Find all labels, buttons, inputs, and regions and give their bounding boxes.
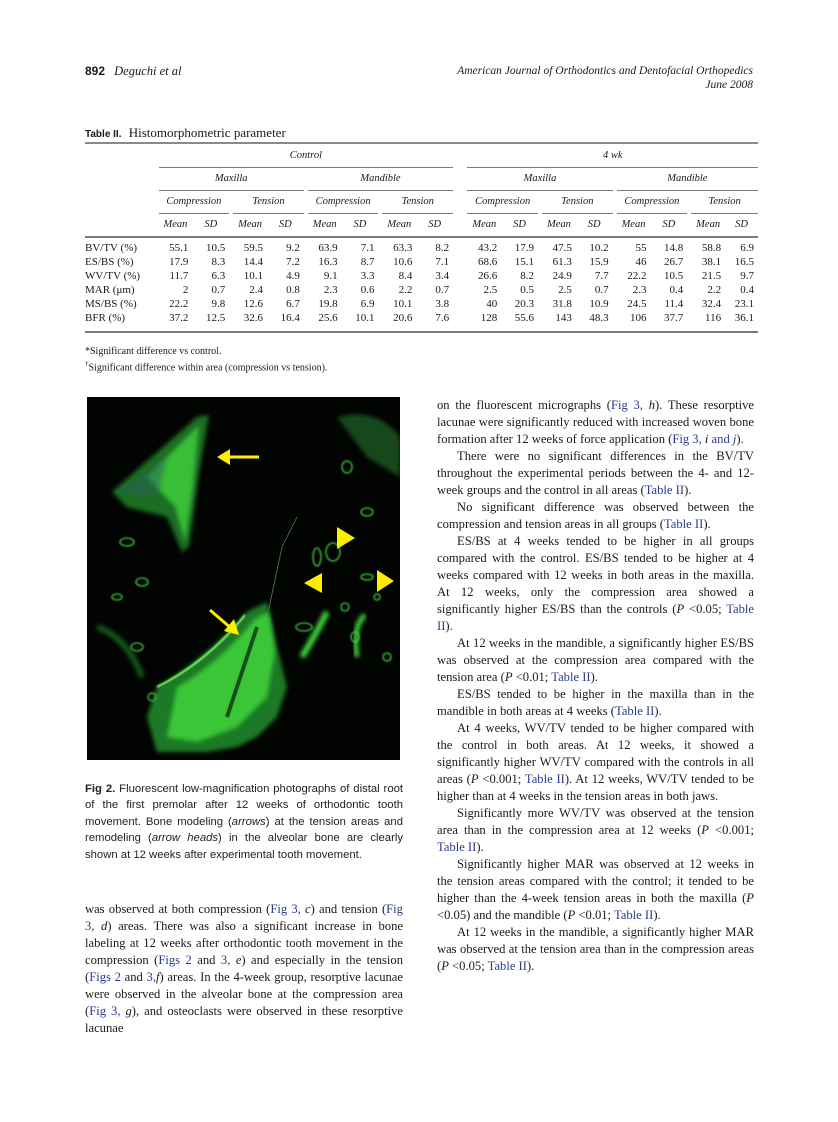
table-cell: 37.2	[169, 312, 189, 324]
caption-emphasis: arrows	[231, 815, 266, 828]
table-cell: 16.4	[280, 312, 300, 324]
group-header-control: Control	[159, 144, 454, 167]
table-cell: 55.1	[169, 242, 189, 254]
table-cell: 10.6	[393, 256, 413, 268]
table-cell: 58.8	[701, 242, 722, 254]
stat-header-sd: SD	[353, 219, 367, 231]
table-link[interactable]: Table II	[615, 704, 655, 718]
area-header: Compression	[159, 190, 230, 213]
figure-link[interactable]: Fig 3,	[610, 398, 643, 412]
body-text-left	[85, 901, 403, 1037]
table-cell: 26.7	[664, 256, 684, 268]
table-cell: 0.7	[594, 284, 609, 296]
text: <0.001;	[478, 772, 525, 786]
panel-letter: d	[101, 919, 108, 933]
table-cell: 7.6	[435, 312, 450, 324]
figure-link[interactable]: Fig 3,	[270, 902, 301, 916]
figure-link[interactable]: Fig 3,	[85, 902, 403, 933]
table-cell: 36.1	[734, 312, 754, 324]
footnote-text: Significant difference within area (compression vs tension).	[88, 362, 328, 374]
issue-date: June 2008	[705, 79, 753, 91]
text: ).	[590, 670, 598, 684]
table-cell: 12.5	[205, 312, 226, 324]
panel-letter: c	[305, 902, 311, 916]
stat-header-mean: Mean	[621, 219, 646, 231]
paragraph	[437, 635, 754, 686]
footnote-text: Significant difference vs control.	[90, 346, 222, 357]
text: ) areas. There was also a significant increase in bone labeling at 12 weeks after orthodontic tooth movement in the compression (	[85, 919, 403, 967]
text: ) and especially in the tension (	[85, 953, 403, 984]
table-cell: 32.6	[243, 312, 264, 324]
table-cell: 6.9	[740, 242, 754, 254]
jaw-header-row	[85, 167, 758, 190]
text: ). These resorptive lacunae were significantly reduced with increased woven bone formation after 12 weeks of force application (	[437, 398, 754, 446]
table-cell: 3.4	[435, 270, 450, 282]
jaw-header: Mandible	[308, 167, 453, 190]
table-cell: 48.3	[589, 312, 609, 324]
table-caption	[85, 125, 286, 141]
table-cell: 46	[635, 256, 647, 268]
table-cell: 11.7	[169, 270, 189, 282]
table-cell: 9.2	[286, 242, 300, 254]
p-value-symbol: P	[746, 891, 754, 905]
table-cell: 20.3	[514, 298, 534, 310]
text: <0.01;	[575, 908, 614, 922]
row-label: BFR (%)	[85, 312, 126, 324]
data-table	[85, 144, 758, 236]
jaw-header: Mandible	[617, 167, 758, 190]
table-link[interactable]: Table II	[487, 959, 527, 973]
figure-label: Fig 2.	[85, 783, 116, 795]
text: ) areas. In the 4-week group, resorptive lacunae were observed in the alveolar bone at the compression area (	[85, 970, 403, 1018]
table-cell: 143	[555, 312, 572, 324]
area-header-row	[85, 190, 758, 213]
table-cell: 8.3	[211, 256, 226, 268]
table-cell: 9.1	[323, 270, 338, 282]
footnote-mark: *	[85, 346, 90, 357]
table-link[interactable]: Table II	[437, 840, 477, 854]
p-value-symbol: P	[676, 602, 685, 616]
table-cell: 38.1	[701, 256, 722, 268]
table-cell: 0.4	[740, 284, 754, 296]
micrograph-image	[87, 397, 400, 760]
text: <0.05) and the mandible (	[437, 908, 568, 922]
table-cell: 14.4	[243, 256, 264, 268]
table-cell: 12.6	[243, 298, 264, 310]
table-link[interactable]: Table II	[551, 670, 591, 684]
footnote	[85, 345, 327, 358]
table-cell: 25.6	[318, 312, 338, 324]
table-cell: 0.6	[360, 284, 375, 296]
p-value-symbol: P	[701, 823, 709, 837]
stat-header-mean: Mean	[387, 219, 412, 231]
table-link[interactable]: Table II	[644, 483, 685, 497]
table-cell: 116	[705, 312, 722, 324]
p-value-symbol: P	[470, 772, 479, 786]
caption-text: ) in the alveolar bone are clearly shown at 12 weeks after experimental tooth movement.	[85, 832, 403, 861]
table-cell: 0.5	[520, 284, 534, 296]
table-cell: 0.7	[435, 284, 450, 296]
table-cell: 15.1	[514, 256, 534, 268]
table-cell: 7.1	[435, 256, 450, 268]
area-header: Compression	[467, 190, 538, 213]
panel-letter: i	[704, 432, 709, 446]
caption-text: Fluorescent low-magnification photographs of distal root of the first premolar after 12 weeks of orthodontic tooth movement. Bone modeling (	[85, 783, 404, 828]
figure-link[interactable]: 3,	[220, 953, 231, 967]
table-cell: 10.9	[589, 298, 609, 310]
table-cell: 2.4	[249, 284, 264, 296]
text: on the fluorescent micrographs (	[437, 398, 611, 412]
panel-letter: h	[648, 398, 655, 412]
table-cell: 10.5	[664, 270, 684, 282]
stat-header-sd: SD	[662, 219, 676, 231]
stat-header-mean: Mean	[163, 219, 188, 231]
table-cell: 10.1	[355, 312, 375, 324]
text: ).	[476, 840, 484, 854]
table-cell: 2.3	[323, 284, 338, 296]
row-label: WV/TV (%)	[85, 270, 141, 282]
panel-letter: g	[125, 1004, 132, 1018]
table-cell: 22.2	[627, 270, 647, 282]
text: At 12 weeks in the mandible, a significantly higher MAR was observed at the tension area than in the compression areas (	[437, 925, 754, 973]
text: ).	[526, 959, 535, 973]
caption-text: ) at the tension areas and remodeling (	[85, 815, 403, 845]
table-link[interactable]: Table II	[613, 908, 654, 922]
table-cell: 10.1	[243, 270, 264, 282]
table-cell: 63.9	[318, 242, 338, 254]
text: ).	[736, 432, 744, 446]
text: At 12 weeks in the mandible, a significantly higher ES/BS was observed at the compression area compared with the tension area (	[437, 636, 754, 684]
row-label: MS/BS (%)	[85, 298, 137, 310]
table-cell: 10.5	[205, 242, 226, 254]
author: Deguchi et al	[114, 64, 182, 78]
text: and	[120, 970, 147, 984]
fluorescent-micrograph	[87, 397, 400, 760]
table-label: Table II.	[85, 129, 122, 140]
paragraph	[437, 397, 754, 448]
table-cell: 17.9	[514, 242, 534, 254]
table-cell: 9.8	[211, 298, 226, 310]
text: ) and tension (	[310, 902, 387, 916]
paragraph	[437, 805, 754, 856]
figure-link[interactable]: Figs 2	[89, 970, 121, 984]
p-value-symbol: P	[504, 670, 513, 684]
figure-caption	[85, 781, 403, 863]
table-cell: 55.6	[514, 312, 534, 324]
table-cell: 31.8	[552, 298, 572, 310]
table-cell: 14.8	[664, 242, 684, 254]
table-bottom-rule	[85, 331, 758, 333]
table-cell: 4.9	[286, 270, 300, 282]
table-row	[85, 269, 758, 283]
table-cell: 32.4	[701, 298, 722, 310]
table-cell: 7.1	[360, 242, 375, 254]
text: <0.05;	[684, 602, 727, 616]
figure-link[interactable]: Fig 3,	[89, 1004, 121, 1018]
table-cell: 63.3	[393, 242, 413, 254]
table-cell: 61.3	[552, 256, 572, 268]
table-cell: 59.5	[243, 242, 264, 254]
table-cell: 8.4	[398, 270, 413, 282]
stat-header-mean: Mean	[472, 219, 497, 231]
stat-header-sd: SD	[587, 219, 601, 231]
histomorphometric-table	[85, 142, 758, 333]
table-cell: 0.7	[211, 284, 226, 296]
text: and	[191, 953, 221, 967]
table-cell: 8.2	[520, 270, 534, 282]
text: was observed at both compression (	[85, 902, 271, 916]
table-cell: 6.3	[211, 270, 226, 282]
table-title: Histomorphometric parameter	[128, 125, 286, 140]
running-head-right	[457, 64, 753, 92]
text: ).	[684, 483, 692, 497]
figure-link[interactable]: 3,	[146, 970, 156, 984]
table-cell: 7.7	[594, 270, 609, 282]
jaw-header: Maxilla	[467, 167, 612, 190]
paragraph	[437, 686, 754, 720]
figure-link[interactable]: Figs 2	[158, 953, 192, 967]
panel-letter: f	[156, 970, 160, 984]
text: ). At 12 weeks, WV/TV tended to be higher than at 4 weeks in the tension areas in both jaws.	[437, 772, 754, 803]
stat-header-mean: Mean	[238, 219, 263, 231]
table-cell: 24.5	[627, 298, 647, 310]
area-header: Tension	[691, 190, 758, 213]
text: and	[708, 432, 733, 446]
table-cell: 3.8	[435, 298, 450, 310]
table-cell: 47.5	[552, 242, 572, 254]
table-cell: 2.5	[558, 284, 572, 296]
table-header-rule	[85, 236, 758, 238]
table-cell: 10.1	[393, 298, 413, 310]
text: There were no significant differences in the BV/TV throughout the experimental periods between the 4- and 12-week groups and the control in all areas (	[437, 449, 754, 497]
text: ).	[445, 619, 453, 633]
table-cell: 2.2	[707, 284, 722, 296]
panel-letter: e	[235, 953, 242, 967]
footnote-mark: †	[85, 360, 89, 368]
table-cell: 37.7	[664, 312, 684, 324]
caption-emphasis: arrow heads	[151, 832, 219, 845]
table-row	[85, 283, 758, 297]
table-cell: 10.2	[589, 242, 609, 254]
area-header: Tension	[382, 190, 453, 213]
table-cell: 22.2	[169, 298, 189, 310]
table-cell: 8.2	[435, 242, 450, 254]
panel-letter: j	[732, 432, 737, 446]
table-cell: 23.1	[734, 298, 754, 310]
table-row	[85, 255, 758, 269]
text: Significantly higher MAR was observed at 12 weeks in the tension areas compared with the control; it tended to be higher than the 4-week tension areas in both the maxilla (	[437, 857, 754, 905]
table-cell: 7.2	[286, 256, 300, 268]
area-header: Tension	[542, 190, 613, 213]
table-cell: 40	[486, 298, 498, 310]
table-cell: 16.5	[734, 256, 754, 268]
table-cell: 11.4	[664, 298, 684, 310]
text: <0.05;	[448, 959, 488, 973]
paragraph	[437, 720, 754, 805]
area-header: Tension	[233, 190, 304, 213]
table-cell: 6.9	[360, 298, 375, 310]
table-row	[85, 241, 758, 255]
table-cell: 106	[629, 312, 647, 324]
table-cell: 6.7	[286, 298, 300, 310]
table-link[interactable]: Table II	[524, 772, 565, 786]
table-cell: 68.6	[477, 256, 498, 268]
text: ), and osteoclasts were observed in these resorptive lacunae	[85, 1004, 403, 1035]
paragraph	[437, 924, 754, 975]
jaw-header: Maxilla	[159, 167, 304, 190]
table-cell: 17.9	[169, 256, 189, 268]
table-cell: 19.8	[318, 298, 338, 310]
group-header-4wk: 4 wk	[467, 144, 758, 167]
text: <0.01;	[512, 670, 552, 684]
table-cell: 2.2	[398, 284, 413, 296]
paragraph	[437, 448, 754, 499]
p-value-symbol: P	[441, 959, 449, 973]
table-row	[85, 297, 758, 311]
paragraph	[437, 856, 754, 924]
table-cell: 2	[182, 284, 189, 296]
stat-header-sd: SD	[278, 219, 292, 231]
table-cell: 15.9	[589, 256, 609, 268]
paragraph	[437, 499, 754, 533]
page-number: 892	[85, 64, 106, 78]
table-cell: 20.6	[393, 312, 413, 324]
figure-link[interactable]: Fig 3,	[672, 432, 702, 446]
table-cell: 16.3	[318, 256, 338, 268]
table-row	[85, 311, 758, 325]
text: Significantly more WV/TV was observed at the tension area than in the compression area at 12 weeks (	[437, 806, 754, 837]
stat-header-mean: Mean	[696, 219, 721, 231]
text: ).	[703, 517, 711, 531]
p-value-symbol: P	[567, 908, 576, 922]
stat-header-mean: Mean	[312, 219, 337, 231]
stat-header-row	[85, 213, 758, 236]
table-cell: 2.5	[483, 284, 498, 296]
table-cell: 43.2	[477, 242, 498, 254]
table-cell: 21.5	[701, 270, 722, 282]
table-footnotes	[85, 345, 327, 374]
text: ES/BS tended to be higher in the maxilla than in the mandible in both areas at 4 weeks (	[437, 687, 754, 718]
body-text-right	[437, 397, 754, 975]
stat-header-sd: SD	[204, 219, 218, 231]
text: ES/BS at 4 weeks tended to be higher in all groups compared with the control. ES/BS tended to be higher at 4 weeks compared with 12 weeks in both areas in the maxilla. At 12 weeks, only the compression area showed a significantly higher ES/BS than the controls (	[437, 534, 754, 616]
paragraph	[437, 533, 754, 635]
running-head-left	[85, 64, 182, 79]
footnote	[85, 358, 327, 374]
stat-header-sd: SD	[513, 219, 526, 231]
journal-title: American Journal of Orthodontics and Dentofacial Orthopedics	[457, 65, 753, 77]
table-cell: 3.3	[360, 270, 375, 282]
table-cell: 0.4	[669, 284, 684, 296]
table-cell: 2.3	[632, 284, 647, 296]
text: No significant difference was observed between the compression and tension areas in all groups (	[437, 500, 754, 531]
table-cell: 9.7	[740, 270, 754, 282]
row-label: BV/TV (%)	[85, 242, 138, 254]
running-head	[85, 64, 753, 94]
table-cell: 26.6	[477, 270, 498, 282]
table-link[interactable]: Table II	[437, 602, 754, 633]
text: ).	[653, 908, 661, 922]
text: <0.001;	[709, 823, 754, 837]
table-cell: 0.8	[286, 284, 300, 296]
row-label: ES/BS (%)	[85, 256, 134, 268]
table-cell: 55	[635, 242, 647, 254]
text: At 4 weeks, WV/TV tended to be higher compared with the control in both areas. At 12 weeks, it showed a significantly higher WV/TV compared with the controls in all areas (	[437, 721, 754, 786]
table-cell: 8.7	[360, 256, 375, 268]
area-header: Compression	[308, 190, 379, 213]
text: ).	[654, 704, 662, 718]
area-header: Compression	[617, 190, 688, 213]
table-link[interactable]: Table II	[663, 517, 704, 531]
row-label: MAR (μm)	[85, 284, 135, 296]
stat-header-sd: SD	[428, 219, 442, 231]
table-cell: 24.9	[552, 270, 572, 282]
table-cell: 128	[480, 312, 498, 324]
table-body	[85, 241, 758, 325]
stat-header-mean: Mean	[546, 219, 571, 231]
group-header-row	[85, 144, 758, 167]
stat-header-sd: SD	[735, 219, 748, 231]
